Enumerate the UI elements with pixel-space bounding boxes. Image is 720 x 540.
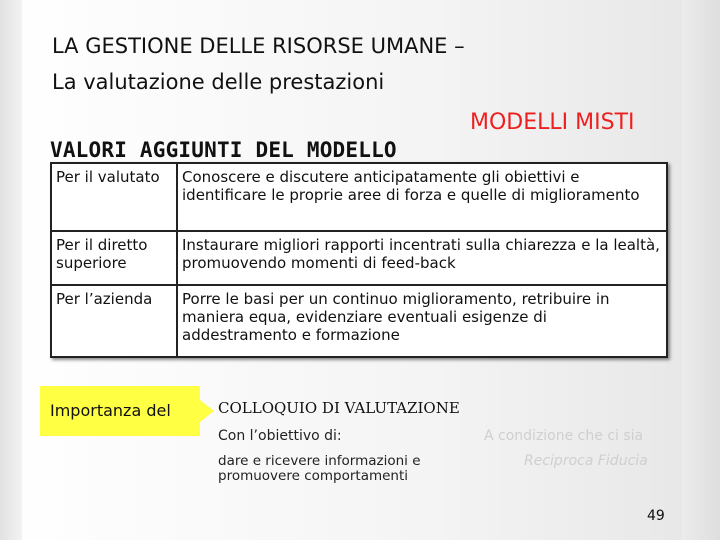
table-cell-value: Porre le basi per un continuo miglioramento, retribuire in maniera equa, evidenziare eventuali esigenze di addestramento e formazione [177,285,667,357]
table-row [51,163,667,231]
arrow-right-icon [200,400,214,422]
page-number: 49 [647,508,665,524]
table-cell-who: Per il valutato [51,163,177,231]
importance-label: Importanza del [50,401,171,420]
table-cell-value: Instaurare migliori rapporti incentrati sulla chiarezza e la lealtà, promuovendo momenti di feed-back [177,231,667,285]
table-row [51,285,667,357]
fiducia-label: Reciproca Fiducia [524,453,648,469]
obiettivo-text [218,454,468,484]
values-table [50,162,668,358]
models-label: MODELLI MISTI [470,110,635,135]
slide-subtitle: La valutazione delle prestazioni [52,70,385,94]
values-heading: VALORI AGGIUNTI DEL MODELLO [50,138,397,162]
right-decorative-bar [682,0,720,540]
left-decorative-bar [0,0,22,540]
condizione-label: A condizione che ci sia [484,428,644,444]
slide-title: LA GESTIONE DELLE RISORSE UMANE – [52,34,465,58]
table-row [51,231,667,285]
obiettivo-text-content: dare e ricevere informazioni e promuovere comportamenti [218,453,421,484]
obiettivo-label: Con l’obiettivo di: [218,428,342,444]
colloquio-title: COLLOQUIO DI VALUTAZIONE [218,399,460,417]
table-cell-value: Conoscere e discutere anticipatamente gli obiettivi e identificare le proprie aree di forza e quelle di miglioramento [177,163,667,231]
table-cell-who: Per l’azienda [51,285,177,357]
table-cell-who: Per il diretto superiore [51,231,177,285]
